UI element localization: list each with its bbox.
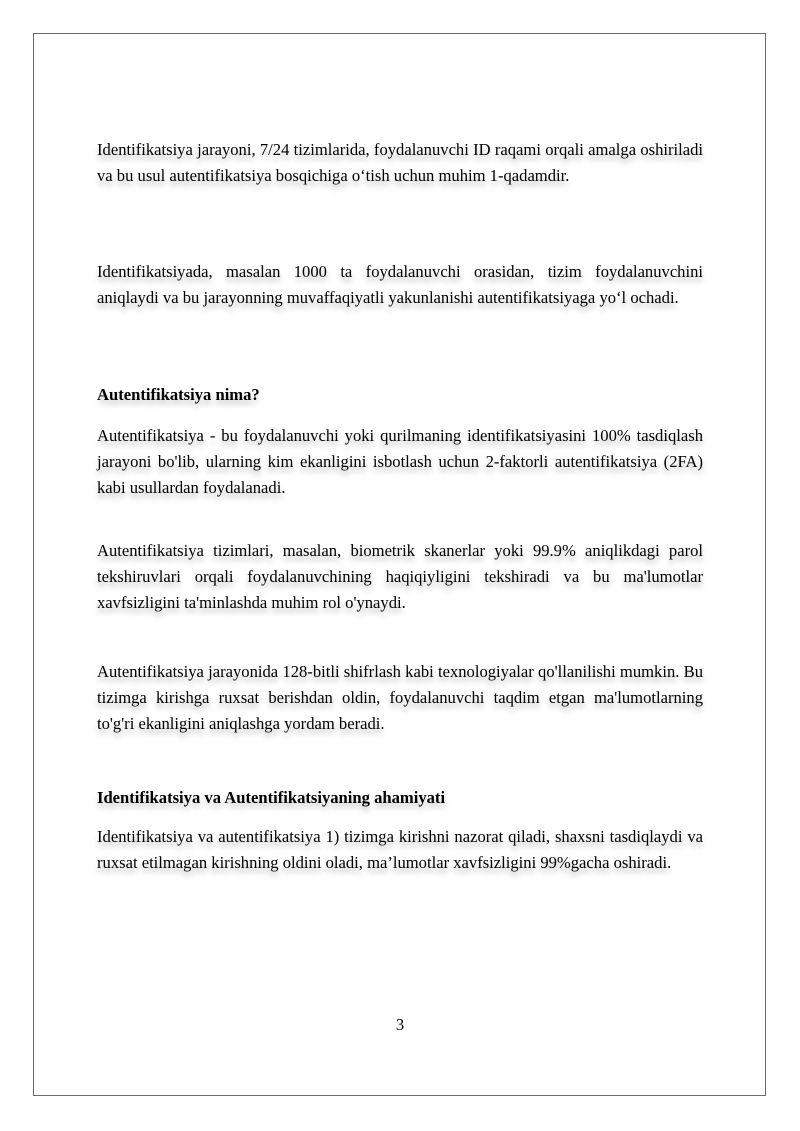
paragraph-authentication-encryption: Autentifikatsiya jarayonida 128-bitli shifrlash kabi texnologiyalar qo'llanilishi mumkin. Bu tizimga kirishga ruxsat berishdan oldin, foydalanuvchi taqdim etgan ma'lumotlarning to'g'ri ekanligini aniqlashga yordam beradi.	[97, 662, 703, 733]
heading-importance: Identifikatsiya va Autentifikatsiyaning ahamiyati	[97, 788, 446, 807]
heading-what-is-authentication: Autentifikatsiya nima?	[97, 385, 260, 404]
paragraph-authentication-systems: Autentifikatsiya tizimlari, masalan, biometrik skanerlar yoki 99.9% aniqlikdagi parol tekshiruvlari orqali foydalanuvchining haqiqiyligini tekshiradi va bu ma'lumotlar xavfsizligini ta'minlashda muhim rol o'ynaydi.	[97, 541, 703, 612]
paragraph-importance: Identifikatsiya va autentifikatsiya 1) tizimga kirishni nazorat qiladi, shaxsni tasdiqlaydi va ruxsat etilmagan kirishning oldini oladi, ma’lumotlar xavfsizligini 99%gacha oshiradi.	[97, 827, 703, 872]
paragraph-authentication-definition: Autentifikatsiya - bu foydalanuvchi yoki qurilmaning identifikatsiyasini 100% tasdiqlash jarayoni bo'lib, ularning kim ekanligini isbotlash uchun 2-faktorli autentifikatsiya (2FA) kabi usullardan foydalanadi.	[97, 426, 703, 497]
paragraph-identification-process: Identifikatsiya jarayoni, 7/24 tizimlarida, foydalanuvchi ID raqami orqali amalga oshiriladi va bu usul autentifikatsiya bosqichiga o‘tish uchun muhim 1-qadamdir.	[97, 140, 703, 185]
page-number: 3	[395, 1015, 405, 1034]
paragraph-identification-example: Identifikatsiyada, masalan 1000 ta foydalanuvchi orasidan, tizim foydalanuvchini aniqlaydi va bu jarayonning muvaffaqiyatli yakunlanishi autentifikatsiyaga yo‘l ochadi.	[97, 262, 703, 307]
